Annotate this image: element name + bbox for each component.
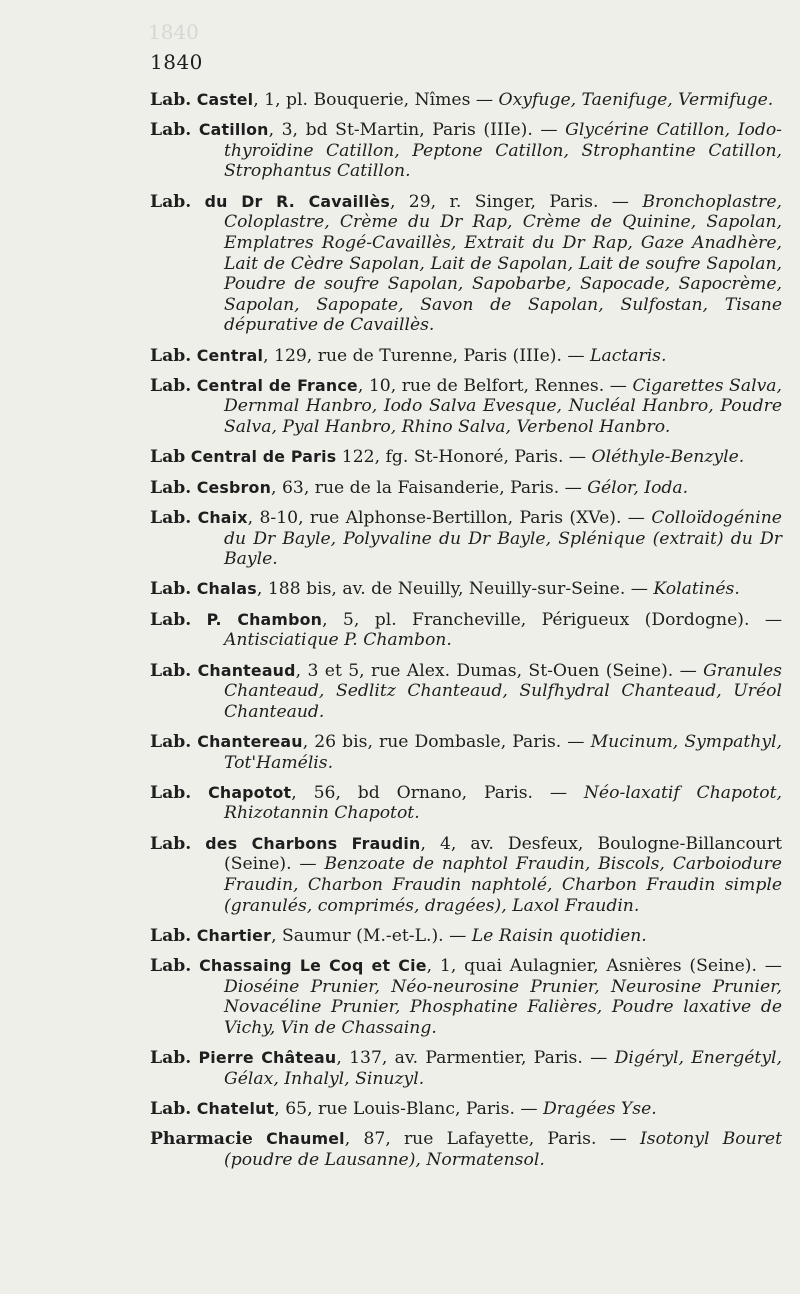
list-item xyxy=(150,579,782,600)
entry-name: du Dr R. Cavaillès xyxy=(204,191,390,211)
entry-kind: Lab. xyxy=(150,90,192,110)
entry-products: Benzoate de naphtol Fraudin, Biscols, Carboiodure Fraudin, Charbon Fraudin naphtolé, Charbon Fraudin simple (granulés, comprimés, dragées), Laxol Fraudin. xyxy=(224,854,782,916)
list-item xyxy=(150,1099,782,1120)
list-item xyxy=(150,834,782,916)
entry-name: Central xyxy=(196,345,264,365)
list-item xyxy=(150,478,782,499)
entry-kind: Lab. xyxy=(150,1099,192,1120)
entry-address: 122, fg. St-Honoré, Paris. — xyxy=(336,447,592,468)
entry-address: , 56, bd Ornano, Paris. — xyxy=(291,782,584,803)
list-item xyxy=(150,447,782,468)
entry-products: Gélor, Ioda. xyxy=(587,477,689,498)
entry-products: Glycérine Catillon, Iodo-thyroïdine Catillon, Peptone Catillon, Strophantine Catillon, Strophantus Catillon. xyxy=(224,120,782,182)
entry-kind: Lab. xyxy=(150,191,192,212)
entry-products: Granules Chanteaud, Sedlitz Chanteaud, Sulfhydral Chanteaud, Uréol Chanteaud. xyxy=(224,660,782,722)
list-item xyxy=(150,120,782,182)
entry-kind: Lab. xyxy=(150,660,192,681)
entry-list xyxy=(150,90,782,1171)
entry-address: , 3 et 5, rue Alex. Dumas, St-Ouen (Seine). — xyxy=(295,660,704,681)
page-number: 1840 xyxy=(150,50,203,74)
list-item xyxy=(150,661,782,723)
entry-address: , 5, pl. Francheville, Périgueux (Dordogne). — xyxy=(322,609,783,630)
entry-kind: Lab. xyxy=(150,956,192,977)
entry-address: , 1, pl. Bouquerie, Nîmes — xyxy=(253,90,499,110)
entry-products: Oléthyle-Benzyle. xyxy=(591,447,745,468)
entry-address: , 29, r. Singer, Paris. — xyxy=(389,191,643,212)
entry-name: Cesbron xyxy=(196,477,272,497)
entry-products: Antisciatique P. Chambon. xyxy=(224,630,452,651)
entry-address: , 3, bd St-Martin, Paris (IIIe). — xyxy=(268,120,566,141)
list-item xyxy=(150,783,782,824)
list-item xyxy=(150,610,782,651)
bleed-through-header: 1840 xyxy=(148,20,199,44)
entry-name: Chaix xyxy=(197,507,248,527)
entry-products: Isotonyl Bouret (poudre de Lausanne), Normatensol. xyxy=(224,1129,782,1170)
entry-address: , Saumur (M.-et-L.). — xyxy=(271,925,472,946)
entry-products: Dioséine Prunier, Néo-neurosine Prunier, Neurosine Prunier, Novacéline Prunier, Phosphatine Falières, Poudre laxative de Vichy, Vin de Chassaing. xyxy=(224,976,782,1038)
entry-name: Pierre Château xyxy=(198,1048,337,1068)
entry-address: , 188 bis, av. de Neuilly, Neuilly-sur-Seine. — xyxy=(256,579,654,600)
list-item xyxy=(150,508,782,570)
list-item xyxy=(150,926,782,947)
entry-products: Le Raisin quotidien. xyxy=(471,925,647,946)
entry-kind: Lab. xyxy=(150,375,192,396)
list-item xyxy=(150,346,782,367)
entry-name: Chanteaud xyxy=(197,660,296,680)
entry-name: Catillon xyxy=(198,120,269,140)
entry-name: des Charbons Fraudin xyxy=(205,833,421,853)
entry-products: Bronchoplastre, Coloplastre, Crème du Dr Rap, Crème de Quinine, Sapolan, Emplatres Rogé-Cavaillès, Extrait du Dr Rap, Gaze Anadhère, Lait de Cèdre Sapolan, Lait de Sapolan, Lait de soufre Sapolan, Poudre de soufre Sapolan, Sapobarbe, Sapocade, Sapocrème, Sapolan, Sapopate, Savon de Sapolan, Sulfostan, Tisane dépurative de Cavaillès. xyxy=(224,191,782,336)
entry-name: Chapotot xyxy=(208,782,292,802)
entry-kind: Lab xyxy=(150,447,186,468)
entry-kind: Lab. xyxy=(150,609,192,630)
entry-kind: Lab. xyxy=(150,925,192,946)
entry-name: Chassaing Le Coq et Cie xyxy=(199,956,427,976)
entry-name: P. Chambon xyxy=(206,609,323,629)
entry-products: Néo-laxatif Chapotot, Rhizotannin Chapotot. xyxy=(224,782,782,824)
list-item xyxy=(150,376,782,438)
entry-address: , 129, rue de Turenne, Paris (IIIe). — xyxy=(263,345,591,366)
entry-kind: Lab. xyxy=(150,732,192,752)
entry-address: , 137, av. Parmentier, Paris. — xyxy=(336,1048,615,1069)
entry-address: , 10, rue de Belfort, Rennes. — xyxy=(357,375,633,396)
entry-address: , 87, rue Lafayette, Paris. — xyxy=(344,1129,640,1150)
entry-products: Digéryl, Energétyl, Gélax, Inhalyl, Sinuzyl. xyxy=(224,1048,782,1089)
entry-products: Oxyfuge, Taenifuge, Vermifuge. xyxy=(498,90,774,110)
entry-kind: Lab. xyxy=(150,833,192,854)
entry-products: Lactaris. xyxy=(590,345,667,366)
entry-kind: Lab. xyxy=(150,1048,192,1069)
entry-address: , 4, av. Desfeux, Boulogne-Billancourt (Seine). — xyxy=(224,833,782,875)
entry-name: Chartier xyxy=(196,925,272,945)
entry-name: Chaumel xyxy=(266,1129,345,1149)
entry-kind: Lab. xyxy=(150,477,192,498)
entry-kind: Lab. xyxy=(150,782,192,803)
list-item xyxy=(150,90,782,111)
entry-products: Mucinum, Sympathyl, Tot'Hamélis. xyxy=(224,732,782,773)
list-item xyxy=(150,192,782,336)
list-item xyxy=(150,732,782,773)
entry-kind: Lab. xyxy=(150,507,192,528)
entry-name: Chatelut xyxy=(196,1099,275,1119)
entry-kind: Lab. xyxy=(150,579,192,600)
list-item xyxy=(150,1129,782,1170)
entry-kind: Lab. xyxy=(150,120,192,141)
entry-kind: Pharmacie xyxy=(150,1129,253,1150)
entry-name: Chantereau xyxy=(197,732,303,751)
entry-products: Dragées Yse. xyxy=(543,1099,657,1120)
entry-kind: Lab. xyxy=(150,345,192,366)
list-item xyxy=(150,1048,782,1089)
entry-products: Kolatinés. xyxy=(653,579,740,600)
entry-name: Castel xyxy=(196,90,254,109)
entry-address: , 1, quai Aulagnier, Asnières (Seine). — xyxy=(426,956,782,977)
entry-name: Central de Paris xyxy=(190,447,337,467)
entry-address: , 8-10, rue Alphonse-Bertillon, Paris (XVe). — xyxy=(247,507,652,528)
entry-products: Colloïdogénine du Dr Bayle, Polyvaline du Dr Bayle, Splénique (extrait) du Dr Bayle. xyxy=(224,507,782,570)
entry-address: , 26 bis, rue Dombasle, Paris. — xyxy=(302,732,591,752)
list-item xyxy=(150,956,782,1038)
entry-products: Cigarettes Salva, Dernmal Hanbro, Iodo Salva Evesque, Nucléal Hanbro, Poudre Salva, Pyal Hanbro, Rhino Salva, Verbenol Hanbro. xyxy=(224,375,782,438)
entry-address: , 63, rue de la Faisanderie, Paris. — xyxy=(271,477,588,498)
entry-name: Central de France xyxy=(196,375,358,395)
entry-address: , 65, rue Louis-Blanc, Paris. — xyxy=(274,1099,544,1120)
entry-name: Chalas xyxy=(196,579,257,599)
